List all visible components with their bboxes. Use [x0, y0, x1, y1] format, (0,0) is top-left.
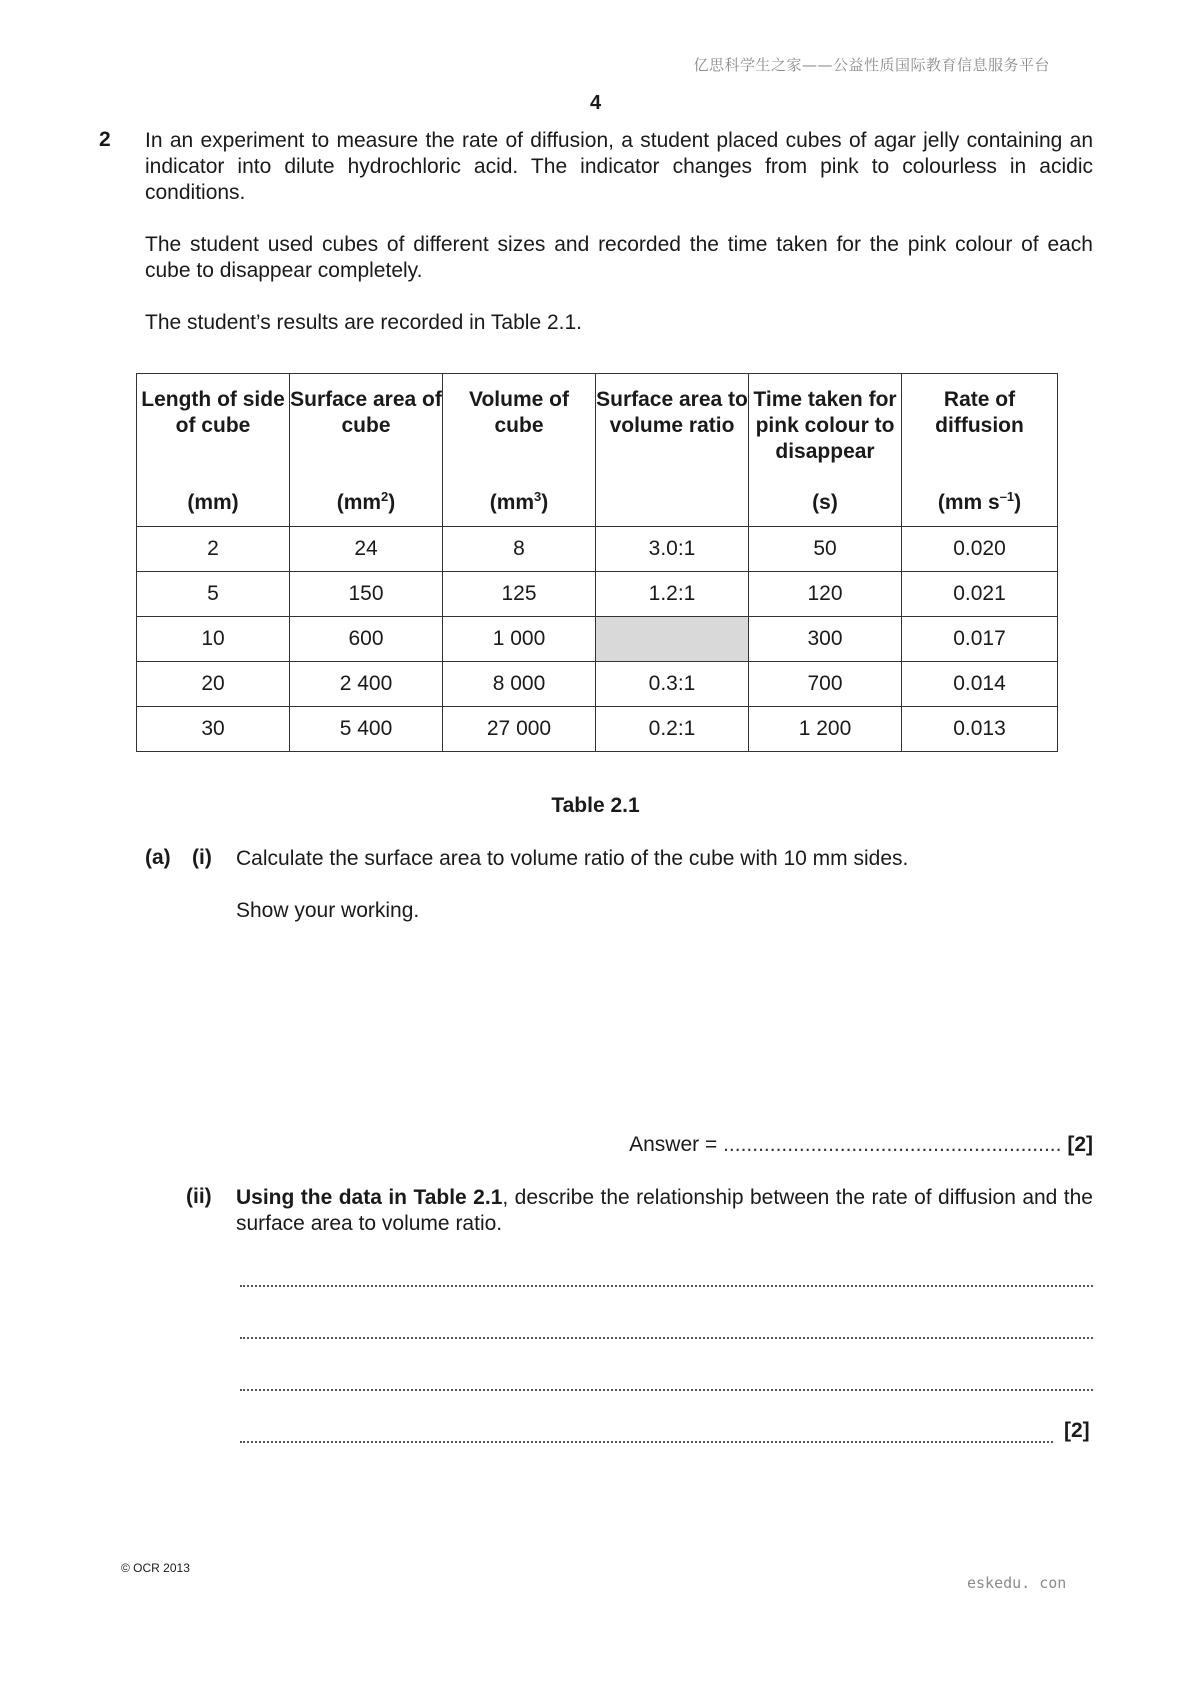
table-cell: 300	[749, 617, 902, 662]
table-row	[137, 617, 1058, 662]
answer-line-2[interactable]	[240, 1335, 1093, 1339]
part-a-ii-label: (ii)	[186, 1185, 212, 1208]
table-cell: 0.020	[902, 527, 1058, 572]
table-cell: 0.017	[902, 617, 1058, 662]
table-cell: 125	[443, 572, 596, 617]
column-header-rate	[902, 374, 1058, 527]
part-a-ii-question	[236, 1185, 1093, 1237]
part-a-i-label: (i)	[192, 846, 212, 869]
table-row	[137, 707, 1058, 752]
column-name: Volume of cube	[469, 388, 569, 437]
blank-ratio-cell	[596, 617, 749, 662]
table-cell: 0.021	[902, 572, 1058, 617]
copyright-footer: © OCR 2013	[121, 1561, 190, 1575]
question-intro-paragraph: In an experiment to measure the rate of diffusion, a student placed cubes of agar jelly containing an indicator into dilute hydrochloric acid. The indicator changes from pink to colourless in acidic conditions.	[145, 129, 1093, 204]
column-header-volume	[443, 374, 596, 527]
table-row	[137, 572, 1058, 617]
table-cell: 120	[749, 572, 902, 617]
table-caption: Table 2.1	[551, 794, 640, 817]
column-name: Surface area to volume ratio	[596, 388, 748, 437]
column-unit: $(mm^2)$	[336, 489, 396, 514]
results-table	[136, 373, 1058, 752]
table-cell: 600	[290, 617, 443, 662]
answer-line-4[interactable]	[240, 1439, 1053, 1443]
column-header-surface-area	[290, 374, 443, 527]
question-results-paragraph: The student’s results are recorded in Table 2.1.	[145, 311, 582, 334]
table-header-row	[137, 374, 1058, 527]
table-cell: 3.0:1	[596, 527, 749, 572]
table-cell: 0.013	[902, 707, 1058, 752]
table-cell: 5	[137, 572, 290, 617]
table-cell: 1.2:1	[596, 572, 749, 617]
table-cell: 30	[137, 707, 290, 752]
marks-label: [2]	[1067, 1133, 1093, 1156]
table-cell: 10	[137, 617, 290, 662]
question-text: , describe the relationship between the rate of diffusion and the surface area to volume ratio.	[236, 1186, 1093, 1235]
table-cell: 150	[290, 572, 443, 617]
column-unit: (mm)	[187, 491, 239, 514]
question-method-paragraph: The student used cubes of different sizes and recorded the time taken for the pink colour of each cube to disappear completely.	[145, 233, 1093, 282]
answer-line-3[interactable]	[240, 1387, 1093, 1391]
column-unit: $(mm^3)$	[489, 489, 549, 514]
table-cell: 0.3:1	[596, 662, 749, 707]
answer-dotted-line[interactable]: ..........................................................	[723, 1133, 1062, 1156]
table-cell: 20	[137, 662, 290, 707]
page-number: 4	[589, 92, 602, 114]
column-header-ratio	[596, 374, 749, 527]
table-cell: 8 000	[443, 662, 596, 707]
column-name: Time taken for pink colour to disappear	[753, 388, 897, 463]
watermark-top: 亿思科学生之家——公益性质国际教育信息服务平台	[693, 56, 1050, 74]
column-unit: (mm $s^{-1}$)	[937, 489, 1022, 514]
table-cell: 8	[443, 527, 596, 572]
marks-label-ii: [2]	[1064, 1419, 1090, 1442]
question-number: 2	[99, 128, 111, 151]
column-name: Surface area of cube	[290, 388, 442, 437]
table-cell: 0.2:1	[596, 707, 749, 752]
table-cell: 5 400	[290, 707, 443, 752]
table-cell: 0.014	[902, 662, 1058, 707]
question-emphasis: Using the data in Table 2.1	[236, 1186, 503, 1209]
table-row	[137, 662, 1058, 707]
part-a-label: (a)	[145, 846, 171, 869]
table-cell: 2	[137, 527, 290, 572]
column-header-time	[749, 374, 902, 527]
table-cell: 2 400	[290, 662, 443, 707]
table-cell: 700	[749, 662, 902, 707]
column-name: Length of side of cube	[141, 388, 285, 437]
part-a-i-instruction: Show your working.	[236, 899, 420, 922]
part-a-i-question: Calculate the surface area to volume ratio of the cube with 10 mm sides.	[236, 847, 909, 870]
table-cell: 27 000	[443, 707, 596, 752]
answer-field[interactable]	[629, 1133, 1093, 1157]
table-cell: 1 200	[749, 707, 902, 752]
table-row	[137, 527, 1058, 572]
column-name: Rate of diffusion	[935, 388, 1024, 437]
answer-line-1[interactable]	[240, 1283, 1093, 1287]
table-cell: 50	[749, 527, 902, 572]
table-cell: 1 000	[443, 617, 596, 662]
answer-label: Answer =	[629, 1133, 718, 1156]
column-unit: (s)	[812, 491, 838, 514]
watermark-bottom: eskedu. con	[967, 1574, 1067, 1592]
table-cell: 24	[290, 527, 443, 572]
column-header-length	[137, 374, 290, 527]
